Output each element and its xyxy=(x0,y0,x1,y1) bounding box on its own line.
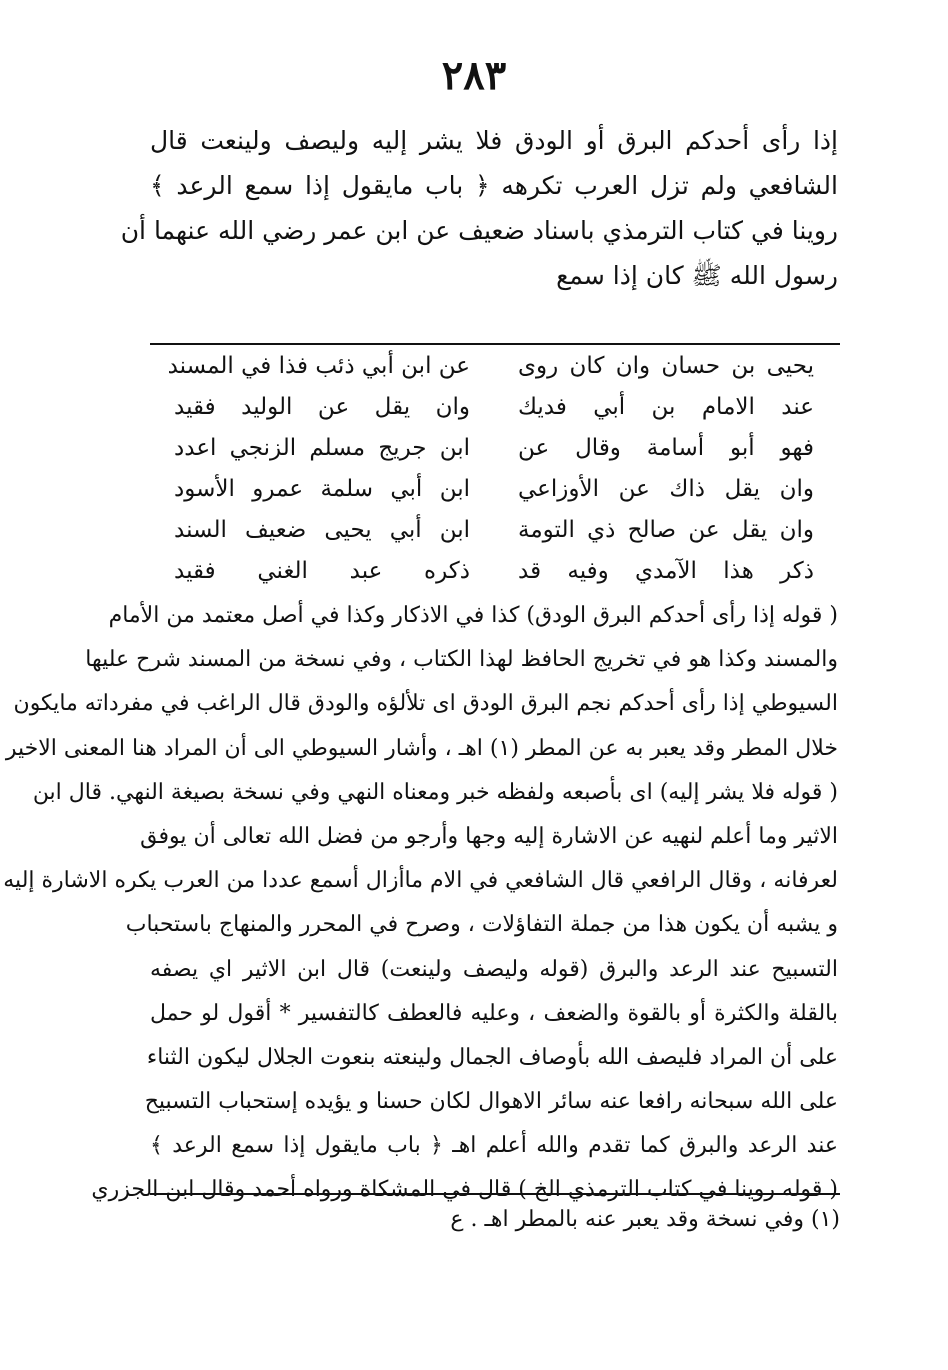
commentary-line: ( قوله إذا رأى أحدكم البرق الودق) كذا في الاذكار وكذا في أصل معتمد من الأمام xyxy=(108,603,838,628)
commentary-line: على الله سبحانه رافعا عنه سائر الاهوال لكان حسنا و يؤيده إستحباب التسبيح xyxy=(144,1089,838,1115)
verse-first-half: يحيى بن حسان وان كان روى xyxy=(518,353,814,379)
verse-first-half: ذكر هذا الآمدي وفيه قد xyxy=(518,558,814,584)
commentary-line: عند الرعد والبرق كما تقدم والله أعلم اهـ ﴿ باب مايقول إذا سمع الرعد ﴾ xyxy=(150,1133,838,1159)
text-line: الشافعي ولم تزل العرب تكرهه ﴿ باب مايقول إذا سمع الرعد ﴾ xyxy=(150,171,838,200)
poem-verse xyxy=(150,469,838,510)
verse-second-half: ذكره عبد الغني فقيد xyxy=(174,558,470,584)
commentary-line: و يشبه أن يكون هذا من جملة التفاؤلات ، وصرح في المحرر والمنهاج باستحباب xyxy=(125,912,838,938)
verse-second-half: ابن جريج مسلم الزنجي اعدد xyxy=(174,435,470,461)
commentary-line: بالقلة والكثرة أو بالقوة والضعف ، وعليه فالعطف كالتفسير * أقول لو حمل xyxy=(150,1000,838,1026)
footnote: (١) وفي نسخة وقد يعبر عنه بالمطر اهـ . ع xyxy=(450,1207,840,1232)
verse-second-half: ابن أبي سلمة عمرو الأسود xyxy=(174,476,470,502)
commentary-line: التسبيح عند الرعد والبرق (قوله وليصف ولينعت) قال ابن الاثير اي يصفه xyxy=(150,956,838,982)
poem-verse xyxy=(150,510,838,551)
poem-verse xyxy=(150,428,838,469)
poem-verse xyxy=(150,551,838,592)
poem xyxy=(150,346,838,592)
verse-second-half: ابن أبي يحيى ضعيف السند xyxy=(174,517,470,543)
page-number: ٢٨٣ xyxy=(441,52,507,99)
commentary-line: ( قوله روينا في كتاب الترمذي الخ ) قال في المشكاة ورواه أحمد وقال ابن الجزري xyxy=(91,1177,838,1203)
verse-first-half: عند الامام بن أبي فديك xyxy=(518,394,814,420)
commentary-line: لعرفانه ، وقال الرافعي قال الشافعي في الام ماأزال أسمع عددا من العرب يكره الاشارة إليه xyxy=(3,868,838,894)
poem-verse xyxy=(150,346,838,387)
verse-first-half: فهو أبو أسامة وقال عن xyxy=(518,435,814,461)
commentary-line: على أن المراد فليصف الله بأوصاف الجمال ولينعته بنعوت الجلال ليكون الثناء xyxy=(146,1044,838,1070)
commentary-line: خلال المطر وقد يعبر به عن المطر (١) اهـ ، وأشار السيوطي الى أن المراد هنا المعنى الاخير xyxy=(5,735,838,761)
text-line: إذا رأى أحدكم البرق أو الودق فلا يشر إليه وليصف ولينعت قال xyxy=(150,126,838,155)
commentary-line: ( قوله فلا يشر إليه) اى بأصبعه ولفظه خبر ومعناه النهي وفي نسخة بصيغة النهي. قال ابن xyxy=(32,779,838,805)
separator-rule xyxy=(150,343,840,345)
verse-second-half: عن ابن أبي ذئب فذا في المسند xyxy=(167,353,470,379)
footnote-rule xyxy=(150,1193,840,1195)
verse-second-half: وان يقل عن الوليد فقيد xyxy=(174,394,470,420)
commentary-line: الاثير وما أعلم لنهيه عن الاشارة إليه وجها وأرجو من فضل الله تعالى أن يوفق xyxy=(140,823,838,849)
text-line: روينا في كتاب الترمذي باسناد ضعيف عن ابن عمر رضي الله عنهما أن xyxy=(120,216,838,245)
commentary-line: السيوطي إذا رأى أحدكم نجم البرق الودق اى تلألؤه والودق قال الراغب في مفرداته مايكون xyxy=(13,691,838,717)
verse-first-half: وان يقل ذاك عن الأوزاعي xyxy=(518,476,814,502)
commentary-line: والمسند وكذا هو في تخريج الحافظ لهذا الكتاب ، وفي نسخة من المسند شرح عليها xyxy=(85,647,838,673)
commentary xyxy=(3,594,838,1213)
poem-verse xyxy=(150,387,838,428)
verse-first-half: وان يقل عن صالح ذي التومة xyxy=(518,517,814,543)
main-text xyxy=(120,118,838,298)
text-line: رسول الله ﷺ كان إذا سمع xyxy=(556,261,838,290)
